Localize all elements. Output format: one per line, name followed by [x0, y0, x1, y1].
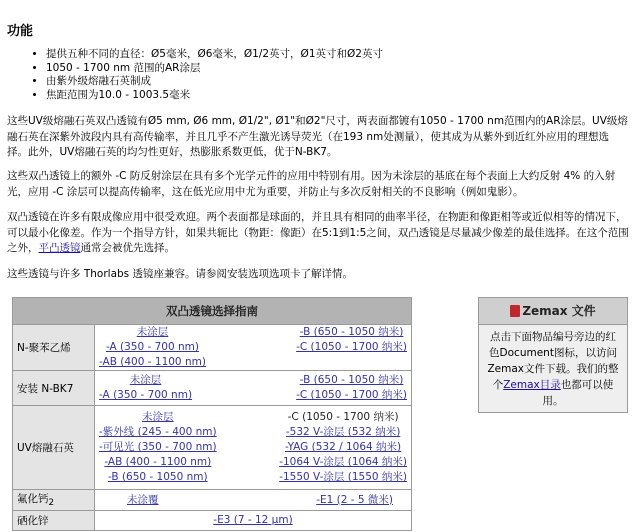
zemax-header	[479, 298, 627, 325]
zemax-body	[479, 325, 627, 413]
coating-link[interactable]: -B (650 - 1050 nm)	[107, 471, 208, 483]
feature-item: • 提供五种不同的直径：Ø5毫米，Ø6毫米，Ø1/2英寸，Ø1英寸和Ø2英寸	[46, 48, 606, 62]
row-label: N-聚苯乙烯	[13, 325, 95, 371]
coating-link[interactable]: -1550 V-涂层 (1550 纳米)	[279, 471, 407, 483]
coating-link[interactable]: 未涂层	[142, 411, 174, 423]
feature-item: • 焦距范围为10.0 - 1003.5毫米	[46, 89, 606, 103]
row-label: 安装 N-BK7	[13, 371, 95, 406]
coating-link[interactable]: 未涂层	[129, 374, 162, 386]
paragraph-text: 双凸透镜在许多有限成像应用中很受欢迎。两个表面都是球面的，并且具有相同的曲率半径，在物距和像距相等或近似相等的情况下，可以最小化像差。作为一个指导方针，如果共轭比（物距：像距）在5:1到1:5之间，双凸透镜是尽量减少像差的最佳选择。在这个范围之外，	[7, 211, 629, 254]
description-paragraph-1: 这些UV级熔融石英双凸透镜有Ø5 mm, Ø6 mm, Ø1/2", Ø1"和Ø2"尺寸，两表面都镀有1050 - 1700 nm范围内的AR涂层。UV级熔融石英在深紫外波段内具有高传输率，并且几乎不产生激光诱导荧光（在193 nm处测量），使其成为从紫外到近红外应用的理想选择。此外，UV熔融石英的均匀性更好，热膨胀系数更低，优于N-BK7。	[7, 115, 628, 158]
coating-link[interactable]: -C (1050 - 1700 纳米)	[296, 389, 407, 401]
coating-link[interactable]: -1064 V-涂层 (1064 纳米)	[279, 456, 407, 468]
coating-link[interactable]: -532 V-涂层 (532 纳米)	[285, 426, 401, 438]
coating-link[interactable]: -E1 (2 - 5 微米)	[316, 493, 393, 506]
coating-link[interactable]: -E3 (7 - 12 μm)	[213, 514, 293, 526]
row-label: 硒化锌	[13, 511, 95, 531]
zemax-files-box	[478, 297, 628, 413]
feature-list	[30, 48, 606, 102]
coating-link[interactable]: -A (350 - 700 nm)	[99, 389, 193, 401]
coating-text: -C (1050 - 1700 纳米)	[287, 411, 399, 423]
description-paragraph-3	[7, 210, 629, 257]
coating-link[interactable]: -可见光 (350 - 700 nm)	[99, 441, 217, 453]
lens-selection-table	[12, 297, 412, 531]
feature-item: • 由紫外级熔融石英制成	[46, 75, 606, 89]
coating-link[interactable]: -AB (400 - 1100 nm)	[104, 456, 212, 468]
paragraph-text: 通常会被优先选择。	[80, 242, 175, 254]
description-paragraph-2: 这些双凸透镜上的额外 -C 防反射涂层在具有多个光学元件的应用中特别有用。因为未涂层的基底在每个表面上大约反射 4% 的入射光，应用 -C 涂层可以提高传输率，这在低光应用中尤为重要，并防止与多次反射相关的不良影响（例如鬼影）。	[7, 170, 616, 198]
coating-link[interactable]: -C (1050 - 1700 纳米)	[296, 341, 407, 353]
zemax-catalog-link[interactable]: Zemax目录	[503, 379, 561, 391]
coating-link[interactable]: 未涂覆	[127, 493, 159, 506]
coating-link[interactable]: -B (650 - 1050 纳米)	[299, 374, 404, 386]
coating-link[interactable]: -YAG (532 / 1064 纳米)	[285, 441, 402, 453]
coating-link[interactable]: -A (350 - 700 nm)	[105, 341, 199, 353]
zemax-text: 也都可以使用。	[542, 379, 614, 407]
plano-convex-link[interactable]: 平凸透镜	[38, 242, 81, 254]
coating-link[interactable]: -AB (400 - 1100 nm)	[99, 356, 206, 368]
zemax-text: 点击下面物品编号旁边的红色Document图标，以访问Zemax文件下载。我们的整个	[487, 331, 619, 391]
document-icon	[510, 305, 520, 317]
zemax-header-text: Zemax 文件	[522, 304, 596, 318]
coating-link[interactable]: 未涂层	[136, 326, 169, 338]
section-title: 功能	[7, 24, 34, 39]
description-paragraph-4: 这些透镜与许多 Thorlabs 透镜座兼容。请参阅安装选项选项卡了解详情。	[7, 268, 353, 280]
row-label: UV熔融石英	[13, 406, 95, 490]
coating-link[interactable]: -紫外线 (245 - 400 nm)	[99, 426, 217, 438]
table-header: 双凸透镜选择指南	[13, 298, 412, 325]
coating-link[interactable]: -B (650 - 1050 纳米)	[299, 326, 404, 338]
feature-item: • 1050 - 1700 nm 范围的AR涂层	[46, 62, 606, 76]
row-label-subscript: 2	[48, 498, 55, 509]
row-label-text: 氟化钙	[17, 493, 49, 506]
row-label	[13, 490, 95, 511]
